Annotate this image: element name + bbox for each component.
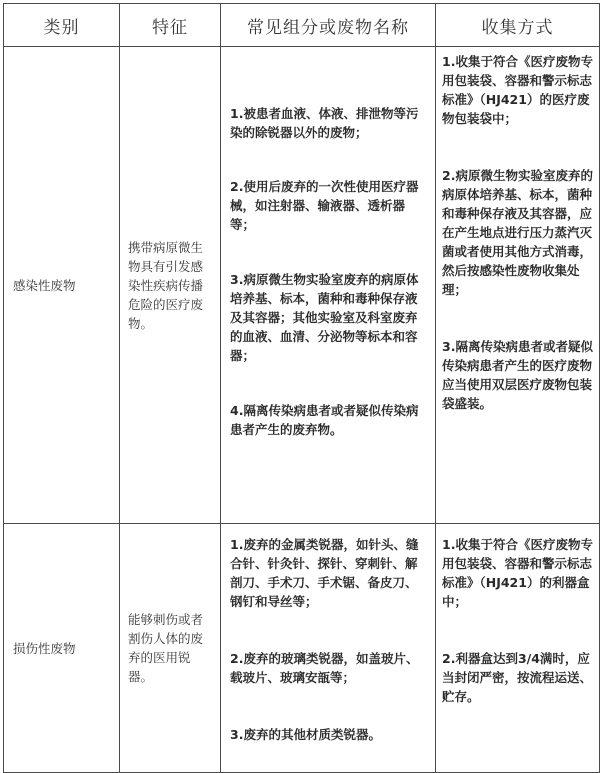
item-entry: 1.被患者血液、体液、排泄物等污染的除锐器以外的废物； <box>230 106 419 140</box>
item-entry: 2.废弃的玻璃类锐器，如盖玻片、载玻片、玻璃安瓿等； <box>230 651 419 685</box>
category-cell: 感染性废物 <box>4 47 120 524</box>
feature-cell: 能够刺伤或者割伤人体的废弃的医用锐器。 <box>120 524 221 773</box>
header-feature: 特征 <box>120 4 221 47</box>
header-category: 类别 <box>4 4 120 47</box>
item-entry: 3.病原微生物实验室废弃的病原体培养基、标本，菌种和毒种保存液及其容器；其他实验室及科室废弃的血液、血清、分泌物等标本和容器； <box>230 272 419 363</box>
item-entry: 1.废弃的金属类锐器，如针头、缝合针、针灸针、探针、穿刺针、解剖刀、手术刀、手术锯、备皮刀、钢钉和导丝等； <box>230 537 419 609</box>
category-cell: 损伤性废物 <box>4 524 120 773</box>
feature-cell: 携带病原微生物具有引发感染性疾病传播危险的医疗废物。 <box>120 47 221 524</box>
header-items: 常见组分或废物名称 <box>221 4 436 47</box>
method-cell <box>436 47 600 524</box>
items-cell <box>221 524 436 773</box>
method-entry: 2.病原微生物实验室废弃的病原体培养基、标本，菌种和毒种保存液及其容器，应在产生地点进行压力蒸汽灭菌或者使用其他方式消毒，然后按感染性废物收集处理； <box>442 168 593 297</box>
item-entry: 4.隔离传染病患者或者疑似传染病患者产生的废弃物。 <box>230 403 419 437</box>
method-entry: 1.收集于符合《医疗废物专用包装袋、容器和警示标志标准》（HJ421）的利器盒中； <box>442 537 593 609</box>
item-entry: 3.废弃的其他材质类锐器。 <box>230 727 381 742</box>
method-entry: 3.隔离传染病患者或者疑似传染病患者产生的医疗废物应当使用双层医疗废物包装袋盛装。 <box>442 339 593 411</box>
method-entry: 1.收集于符合《医疗废物专用包装袋、容器和警示标志标准》（HJ421）的医疗废物包装袋中； <box>442 54 593 126</box>
method-cell <box>436 524 600 773</box>
items-cell <box>221 47 436 524</box>
table-row-infectious <box>4 47 600 524</box>
method-entry: 2.利器盒达到3/4满时，应当封闭严密，按流程运送、贮存。 <box>442 651 593 704</box>
header-row <box>4 4 600 47</box>
table-row-sharps <box>4 524 600 773</box>
medical-waste-table <box>3 3 600 773</box>
item-entry: 2.使用后废弃的一次性使用医疗器械，如注射器、输液器、透析器等； <box>230 179 419 232</box>
header-method: 收集方式 <box>436 4 600 47</box>
